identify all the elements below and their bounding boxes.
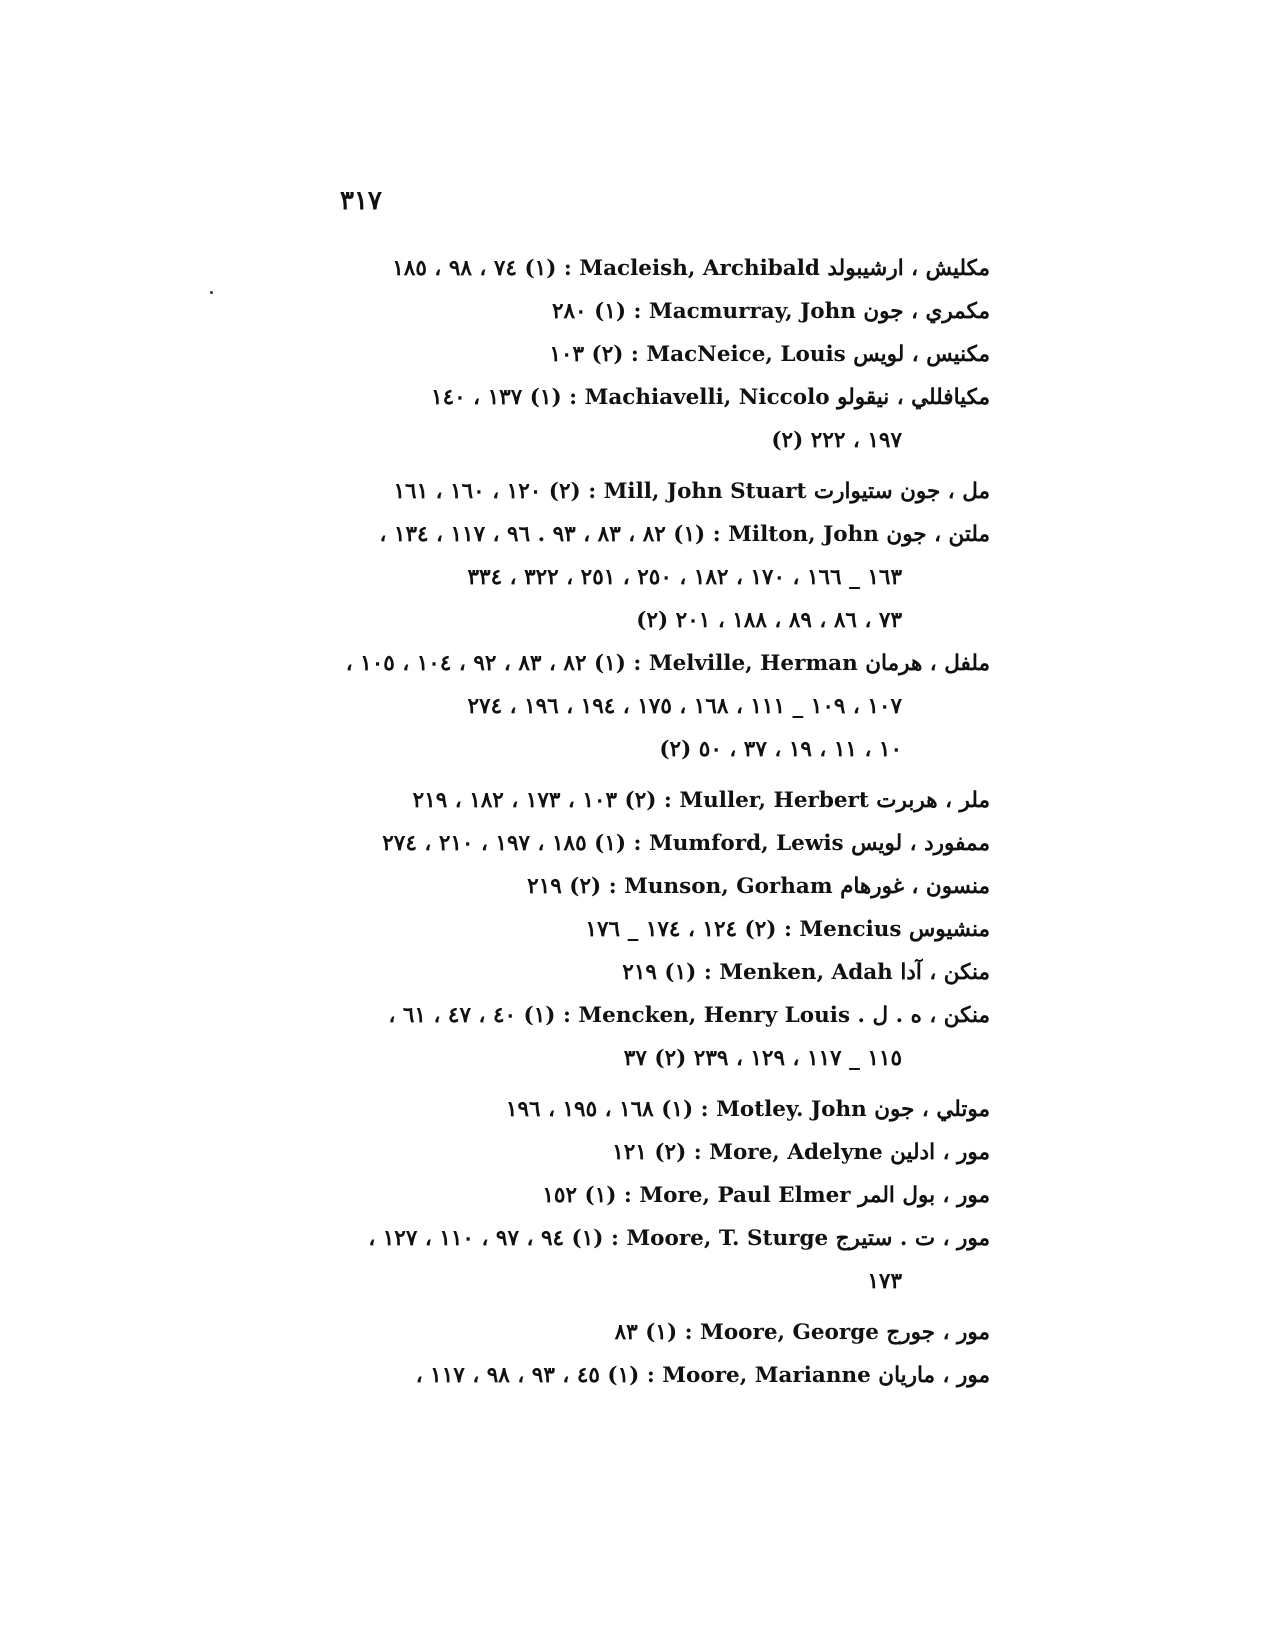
entry-line: مكمري ، جون Macmurray, John : (١) ٢٨٠ (551, 299, 990, 324)
entry-munson (250, 866, 990, 909)
entry-more-adelyne (250, 1132, 990, 1175)
entry-spacer (250, 1304, 990, 1312)
entry-macmurray (250, 291, 990, 334)
entry-line: منكن ، ه . ل . Mencken, Henry Louis : (١) ٤٠ ، ٤٧ ، ٦١ ، (388, 1003, 990, 1028)
entry-macleish (250, 248, 990, 291)
entry-line: مكليش ، ارشيبولد Macleish, Archibald : (١) ٧٤ ، ٩٨ ، ١٨٥ (392, 256, 990, 281)
entry-moore-marianne (250, 1355, 990, 1398)
entry-continuation-line: ١٠٧ ، ١٠٩ _ ١١١ ، ١٦٨ ، ١٧٥ ، ١٩٤ ، ١٩٦ ، ٢٧٤ (467, 694, 902, 719)
entry-milton (250, 514, 990, 643)
entry-macneice (250, 334, 990, 377)
page-number: ٣١٧ (340, 186, 382, 216)
entry-line: مور ، ماريان Moore, Marianne : (١) ٤٥ ، ٩٣ ، ٩٨ ، ١١٧ ، (415, 1363, 990, 1388)
entry-line: منشيوس Mencius : (٢) ١٢٤ ، ١٧٤ _ ١٧٦ (585, 917, 990, 942)
entry-line: مور ، بول المر More, Paul Elmer : (١) ١٥٢ (542, 1183, 990, 1208)
entry-menken (250, 952, 990, 995)
entry-line: مل ، جون ستيوارت Mill, John Stuart : (٢) ١٢٠ ، ١٦٠ ، ١٦١ (393, 479, 990, 504)
entry-line: مور ، ادلين More, Adelyne : (٢) ١٢١ (612, 1140, 990, 1165)
name-index-list (250, 248, 990, 1398)
entry-line: منسون ، غورهام Munson, Gorham : (٢) ٢١٩ (527, 874, 990, 899)
entry-line: مكنيس ، لويس MacNeice, Louis : (٢) ١٠٣ (549, 342, 990, 367)
entry-mencken (250, 995, 990, 1081)
entry-mumford (250, 823, 990, 866)
entry-line: ملتن ، جون Milton, John : (١) ٨٢ ، ٨٣ ، ٩٣ . ٩٦ ، ١١٧ ، ١٣٤ ، (379, 522, 990, 547)
margin-speck (210, 291, 213, 294)
entry-spacer (250, 772, 990, 780)
entry-more-paul-elmer (250, 1175, 990, 1218)
entry-moore-sturge (250, 1218, 990, 1304)
entry-line: منكن ، آدا Menken, Adah : (١) ٢١٩ (622, 960, 990, 985)
entry-spacer (250, 463, 990, 471)
entry-continuation-line: ١٧٣ (867, 1269, 902, 1294)
entry-continuation-line: (٢) ١٠ ، ١١ ، ١٩ ، ٣٧ ، ٥٠ (659, 737, 902, 762)
entry-machiavelli (250, 377, 990, 463)
entry-continuation-line: ١٦٣ _ ١٦٦ ، ١٧٠ ، ١٨٢ ، ٢٥٠ ، ٢٥١ ، ٣٢٢ ، ٣٣٤ (467, 565, 902, 590)
entry-continuation-line: (٢) ٧٣ ، ٨٦ ، ٨٩ ، ١٨٨ ، ٢٠١ (636, 608, 902, 633)
entry-mill (250, 471, 990, 514)
entry-line: مكيافللي ، نيقولو Machiavelli, Niccolo : (١) ١٣٧ ، ١٤٠ (431, 385, 990, 410)
entry-line: مور ، جورج Moore, George : (١) ٨٣ (614, 1320, 990, 1345)
entry-mencius (250, 909, 990, 952)
entry-continuation-line: ١١٥ _ ١١٧ ، ١٢٩ ، ٢٣٩ (٢) ٣٧ (623, 1046, 902, 1071)
entry-line: موتلي ، جون Motley. John : (١) ١٦٨ ، ١٩٥ ، ١٩٦ (505, 1097, 990, 1122)
entry-muller (250, 780, 990, 823)
entry-motley (250, 1089, 990, 1132)
entry-line: ملر ، هربرت Muller, Herbert : (٢) ١٠٣ ، ١٧٣ ، ١٨٢ ، ٢١٩ (412, 788, 990, 813)
entry-line: ممفورد ، لويس Mumford, Lewis : (١) ١٨٥ ، ١٩٧ ، ٢١٠ ، ٢٧٤ (382, 831, 990, 856)
entry-melville (250, 643, 990, 772)
entry-moore-george (250, 1312, 990, 1355)
entry-line: مور ، ت . ستيرج Moore, T. Sturge : (١) ٩٤ ، ٩٧ ، ١١٠ ، ١٢٧ ، (368, 1226, 990, 1251)
entry-spacer (250, 1081, 990, 1089)
entry-continuation-line: (٢) ١٩٧ ، ٢٢٢ (771, 428, 902, 453)
entry-line: ملفل ، هرمان Melville, Herman : (١) ٨٢ ، ٨٣ ، ٩٢ ، ١٠٤ ، ١٠٥ ، (345, 651, 990, 676)
